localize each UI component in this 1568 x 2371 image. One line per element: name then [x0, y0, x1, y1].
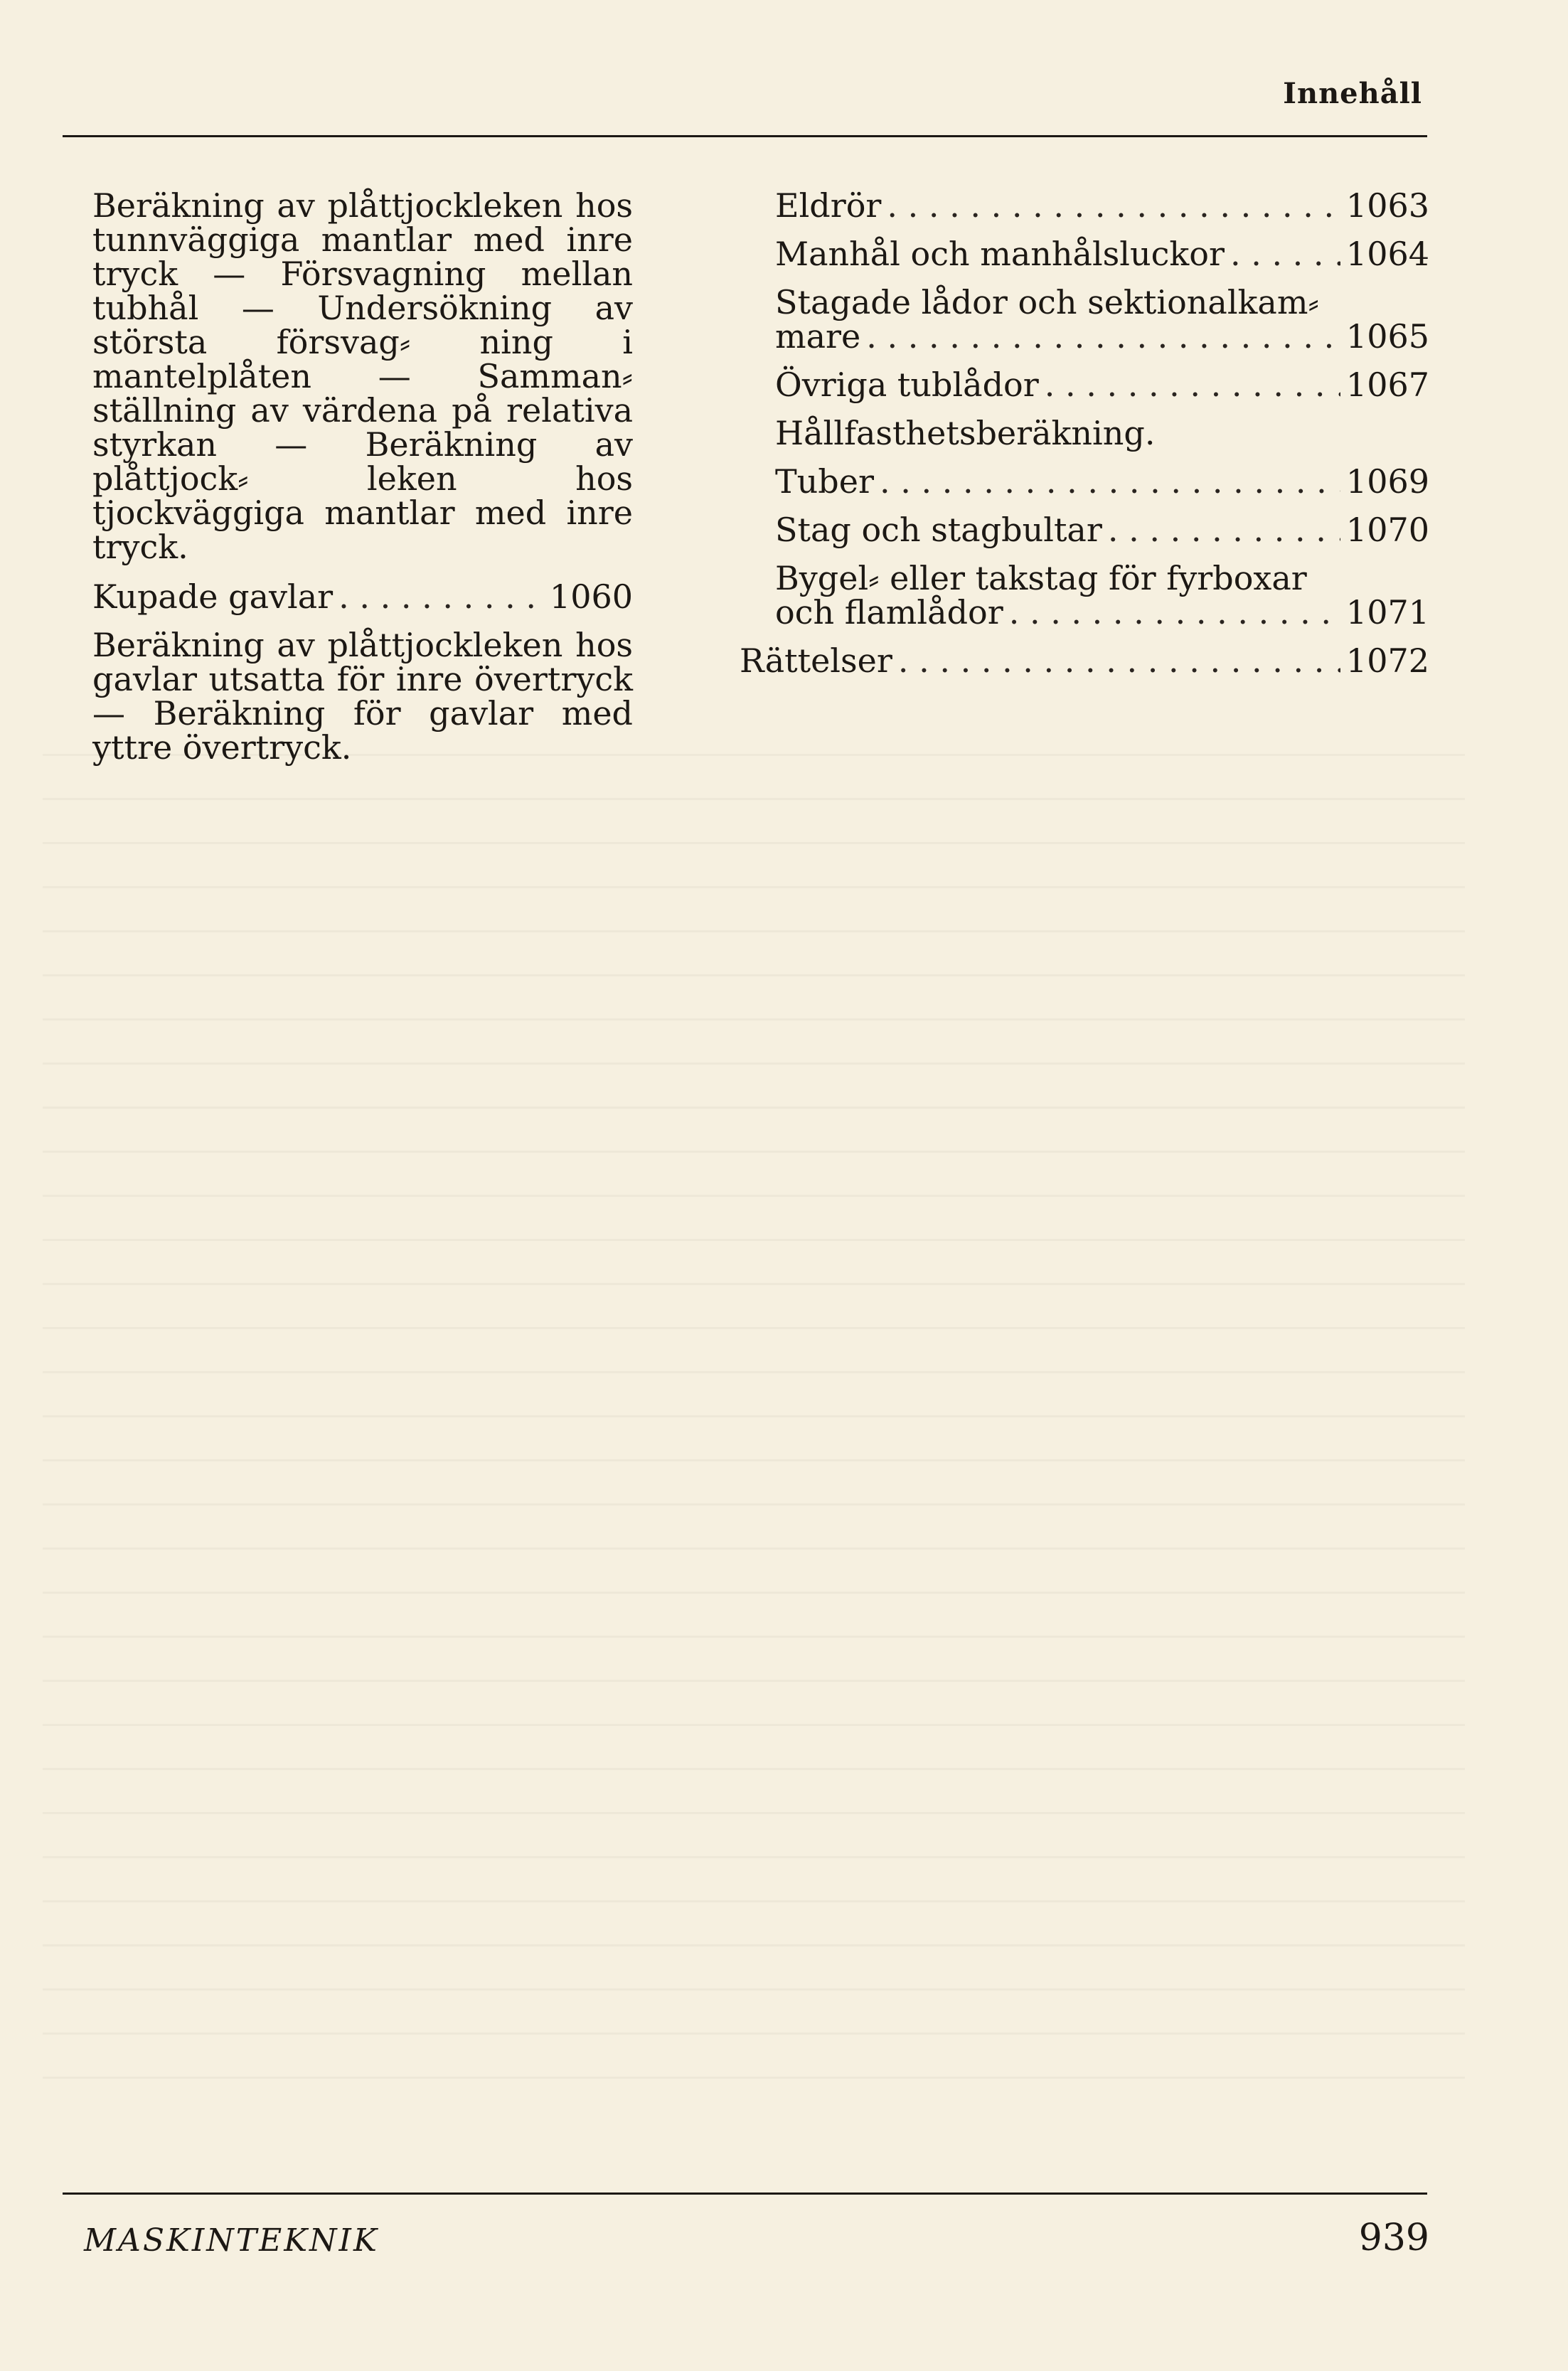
toc-entry-bygel-line1: Bygel⸗ eller takstag för fyrboxar — [775, 559, 1307, 597]
leader-dots — [338, 580, 544, 614]
toc-entry-page: 1065 — [1345, 317, 1429, 356]
leader-dots — [887, 188, 1340, 223]
leader-dots — [1009, 595, 1340, 629]
leader-dots — [1108, 513, 1340, 547]
left-column — [92, 188, 633, 780]
toc-entry-page: 1070 — [1345, 511, 1429, 549]
contents-description-mantlar: Beräkning av plåttjockleken hos tunnväggiga mantlar med inre tryck — Försvagning mellan tubhål — Undersökning av största försvag⸗ ning i mantelplåten — Samman⸗ ställning av värdena på relativa styrkan — Beräkning av plåttjock⸗ leken hos tjockväggiga mantlar med inre tryck. — [92, 186, 633, 566]
toc-entry-page: 1071 — [1345, 593, 1429, 632]
toc-entry-label: Stag och stagbultar — [775, 511, 1102, 549]
leader-dots — [880, 464, 1340, 499]
toc-entry-label: Rättelser — [740, 641, 892, 680]
toc-entry-label: Tuber — [775, 462, 874, 501]
journal-title: MASKINTEKNIK — [84, 2222, 379, 2259]
contents-description-gavlar: Beräkning av plåttjockleken hos gavlar utsatta för inre övertryck — Beräkning för gavlar med yttre övertryck. — [92, 626, 633, 767]
toc-entry-kupade-gavlar — [92, 577, 633, 616]
toc-entry-page: 1072 — [1345, 641, 1429, 680]
toc-entry-bygel — [775, 593, 1429, 632]
toc-entry-label: Manhål och manhålsluckor — [775, 235, 1225, 273]
running-head: Innehåll — [1283, 77, 1422, 110]
toc-entry-page: 1064 — [1345, 235, 1429, 273]
toc-entry-page: 1067 — [1345, 366, 1429, 404]
leader-dots — [1045, 368, 1340, 402]
toc-entry-tuber — [775, 464, 1429, 499]
toc-entry-stag — [775, 513, 1429, 547]
header-rule — [63, 135, 1427, 137]
leader-dots — [898, 644, 1340, 678]
toc-entry-label: Övriga tublådor — [775, 366, 1039, 404]
toc-entry-ovriga-tublador — [775, 368, 1429, 402]
toc-entry-label: Eldrör — [775, 186, 882, 225]
show-through-texture — [43, 754, 1465, 2105]
leader-dots — [1230, 237, 1340, 271]
page-number: 939 — [1358, 2217, 1429, 2259]
toc-entry-page: 1069 — [1345, 462, 1429, 501]
toc-entry-page: 1060 — [549, 577, 633, 616]
leader-dots — [866, 319, 1340, 353]
toc-entry-stagade-line1: Stagade lådor och sektionalkam⸗ — [775, 283, 1319, 321]
toc-entry-rattelser — [740, 641, 1429, 680]
toc-entry-label: mare — [775, 317, 861, 356]
toc-entry-page: 1063 — [1345, 186, 1429, 225]
toc-entry-label: och flamlådor — [775, 593, 1003, 632]
toc-entry-stagade — [775, 317, 1429, 356]
toc-entry-eldror — [775, 188, 1429, 223]
right-column — [740, 186, 1429, 692]
section-heading-hallfasthet: Hållfasthetsberäkning. — [775, 414, 1156, 452]
footer-rule — [63, 2192, 1427, 2195]
toc-entry-manhal — [775, 237, 1429, 271]
toc-entry-label: Kupade gavlar — [92, 577, 334, 616]
